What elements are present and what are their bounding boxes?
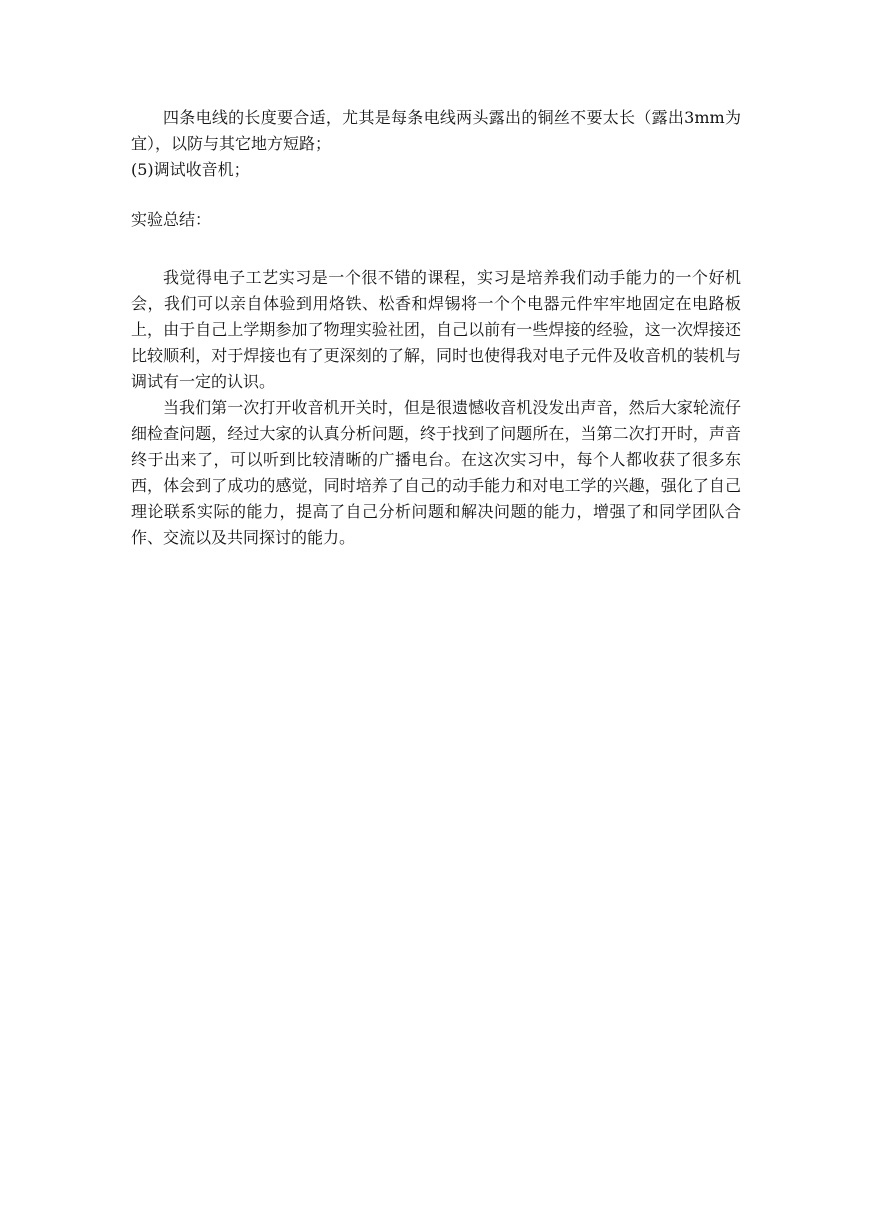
document-body [131, 105, 741, 551]
summary-paragraph-1: 我觉得电子工艺实习是一个很不错的课程，实习是培养我们动手能力的一个好机会，我们可以亲自体验到用烙铁、松香和焊锡将一个个电器元件牢牢地固定在电路板上，由于自己上学期参加了物理实验社团，自己以前有一些焊接的经验，这一次焊接还比较顺利，对于焊接也有了更深刻的了解，同时也使得我对电子元件及收音机的装机与调试有一定的认识。 [131, 268, 741, 391]
summary-heading: 实验总结： [131, 210, 212, 229]
spacer [131, 233, 741, 265]
wire-length-paragraph: 四条电线的长度要合适，尤其是每条电线两头露出的铜丝不要太长（露出3mm为宜），以防与其它地方短路； [131, 108, 741, 153]
summary-paragraph-2: 当我们第一次打开收音机开关时，但是很遗憾收音机没发出声音，然后大家轮流仔细检查问题，经过大家的认真分析问题，终于找到了问题所在，当第二次打开时，声音终于出来了，可以听到比较清晰的广播电台。在这次实习中，每个人都收获了很多东西，体会到了成功的感觉，同时培养了自己的动手能力和对电工学的兴趣，强化了自己理论联系实际的能力，提高了自己分析问题和解决问题的能力，增强了和同学团队合作、交流以及共同探讨的能力。 [131, 398, 741, 547]
step-5-line: (5)调试收音机； [131, 160, 250, 179]
spacer [131, 183, 741, 207]
